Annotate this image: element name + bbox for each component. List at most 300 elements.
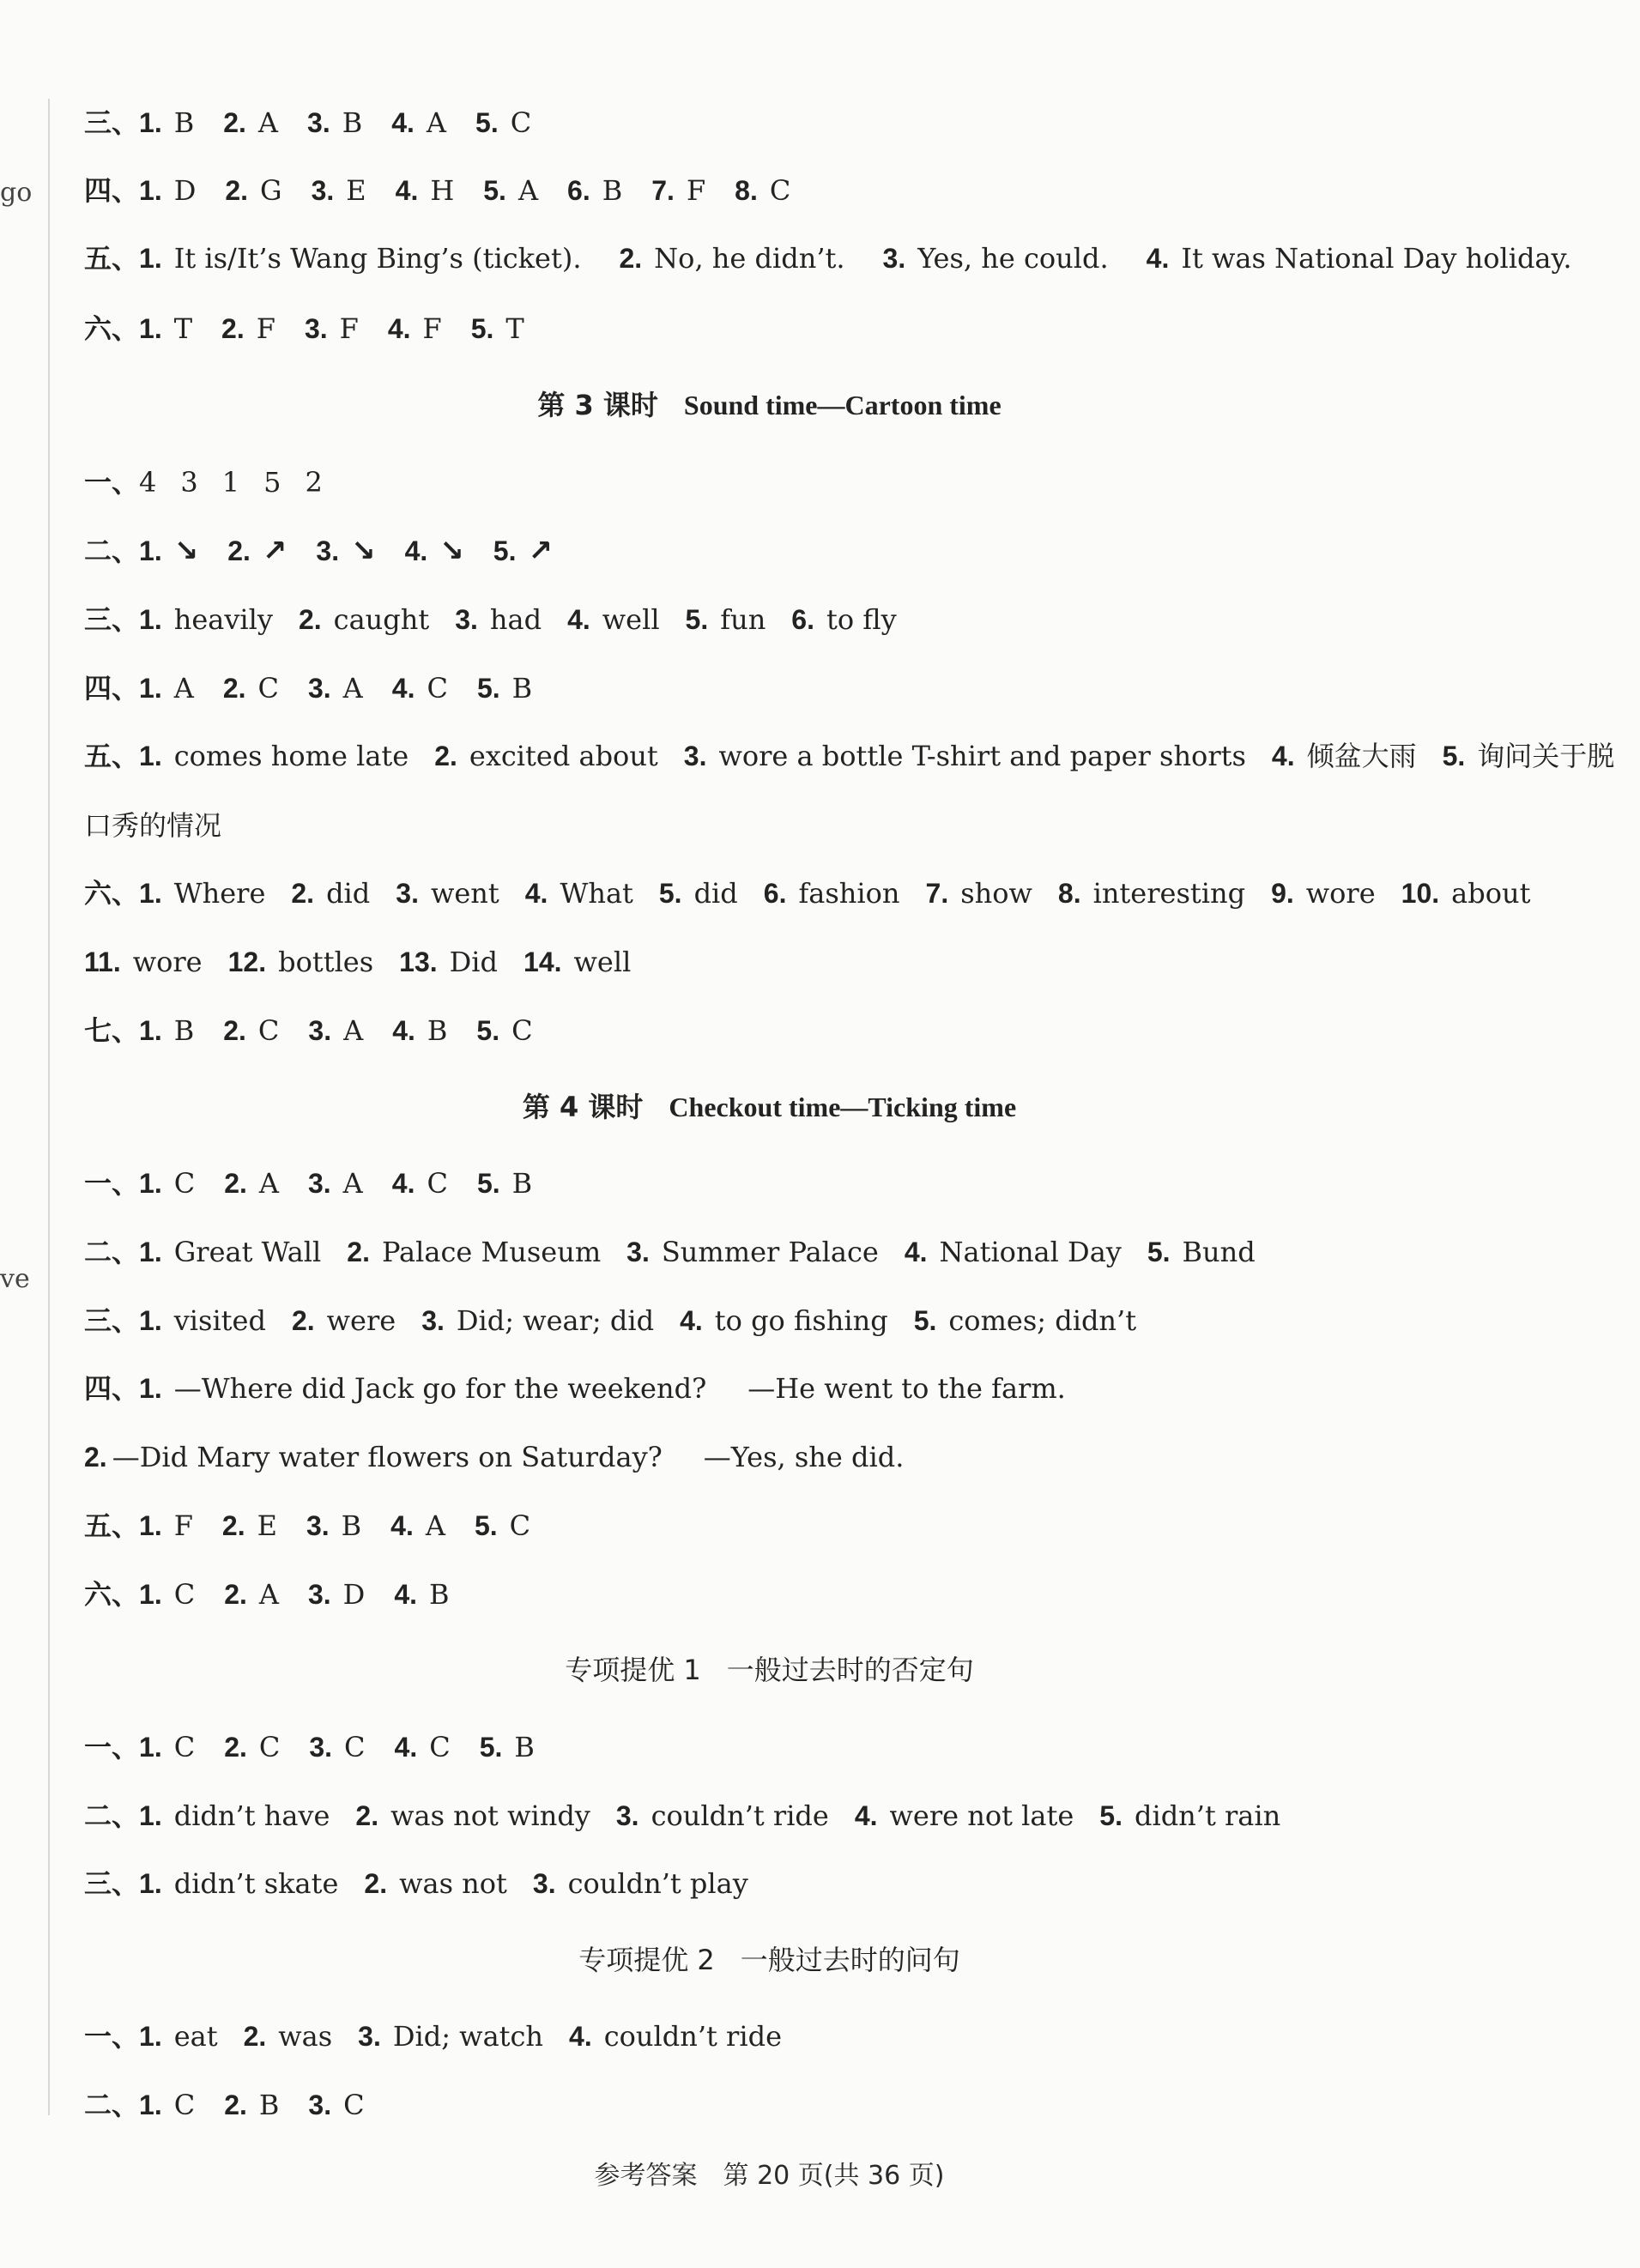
section-label: 一、 [84,1731,140,1763]
answer-item [434,739,658,773]
answer-item [224,1166,279,1201]
item-number: 4. [394,1579,418,1610]
item-number: 1. [139,1732,162,1763]
answer-item [735,173,790,208]
answer-value: 倾盆大雨 [1306,740,1417,772]
item-number: 3. [307,1579,331,1610]
item-number: 2. [227,535,251,566]
item-number: 1. [139,741,162,771]
item-number: 1. [139,1373,162,1404]
answer-value: C [257,672,279,705]
answer-item [480,1730,535,1764]
answer-item [391,106,446,140]
section-label: 一、 [84,1167,140,1200]
item-number: 2. [224,1168,247,1199]
heading-title: 一般过去时的问句 [740,1944,960,1976]
answer-value: Did; wear; did [456,1304,655,1337]
item-number: 3. [309,1732,333,1763]
answer-value: B [258,2089,280,2121]
item-number: 1. [139,313,162,344]
item-number: 3. [311,175,335,206]
item-number: 7. [925,878,949,909]
item-number: 1. [139,1579,162,1610]
item-number: 2. [291,878,315,909]
item-number: 3. [396,878,419,909]
item-number: 2. [291,1305,315,1336]
item-number: 3. [304,313,328,344]
item-number: 5. [470,313,494,344]
item-number: 2. [355,1800,379,1831]
item-number: 10. [1401,878,1440,909]
item-number: 3. [626,1237,650,1267]
answer-value: did [326,877,371,910]
answer-item [396,173,455,208]
section-label: 三、 [84,1867,140,1900]
item-number: 2. [225,175,249,206]
answer-value: heavily [173,603,273,636]
answer-item [244,2019,333,2053]
item-number: 3. [455,604,478,635]
answer-item [308,1013,363,1048]
item-number: 3. [308,1015,332,1046]
answer-value: didn’t rain [1134,1799,1281,1832]
answer-line [84,1303,1522,1338]
section-label: 三、 [84,106,140,139]
sequence-value: 1 [221,466,240,499]
answer-value: C [429,1731,451,1763]
heading-lesson-number: 第 4 课时 [522,1091,644,1123]
item-number: 2. [224,1732,247,1763]
answer-item [139,1303,266,1338]
item-number: 8. [735,175,758,206]
answer-value: Palace Museum [381,1236,602,1268]
answer-value: wore a bottle T-shirt and paper shorts [718,740,1246,772]
answer-line [84,1577,1522,1612]
heading-title: Sound time—Cartoon time [683,390,1002,420]
item-number: 4. [391,673,415,704]
section-label: 五、 [84,1509,140,1542]
answer-item [471,311,524,346]
item-number: 1. [139,2090,162,2120]
answer-value: A [342,1167,363,1200]
answer-item [306,1509,361,1543]
answer-item [221,311,275,346]
item-number: 4. [904,1237,928,1267]
item-number: 5. [493,535,517,566]
answer-item [228,945,374,979]
answer-item [223,671,279,705]
answer-item [680,1303,888,1338]
item-number: 5. [1442,741,1466,771]
edge-fragment-ve: ve [0,1264,30,1294]
answer-value: G [260,174,282,207]
answer-value: B [602,174,623,207]
answer-item [224,2088,279,2122]
item-number: 4. [404,535,428,566]
item-number: 3. [308,2090,332,2120]
answer-value: visited [173,1304,266,1337]
answer-value: fashion [798,877,900,910]
answer-value: didn’t have [173,1799,330,1832]
item-number: 2. [619,243,643,274]
answer-item [139,311,192,346]
answer-item [347,1235,601,1269]
answer-line [84,311,1522,346]
intonation-arrow-icon: ↘ [439,534,464,568]
answer-line [84,241,1572,275]
answer-item [525,876,633,910]
answer-value: bottles [278,946,374,978]
answer-item [222,1509,277,1543]
answer-value: A [257,106,279,139]
answer-value: A [517,174,539,207]
answer-item [139,1799,330,1833]
intonation-arrow-icon: ↘ [173,534,199,568]
answer-item [139,2019,218,2053]
item-number: 5. [479,1732,503,1763]
answer-item [309,1730,365,1764]
item-number: 14. [523,947,562,977]
item-number: 1. [139,1015,162,1046]
answer-value: F [256,312,275,345]
item-number: 4. [395,175,419,206]
answer-item [455,602,542,637]
answer-value: went [430,877,499,910]
dialogue-question: —Where did Jack go for the weekend? [173,1372,707,1405]
answer-item [316,534,375,568]
answer-value: well [602,603,660,636]
answer-item [312,173,366,208]
answer-item [914,1303,1136,1338]
item-number: 4. [394,1732,418,1763]
answer-value: B [427,1014,448,1047]
item-number: 5. [476,1168,500,1199]
answer-value: No, he didn’t. [654,242,845,275]
item-number: 1. [139,1800,162,1831]
answer-line [84,1371,1522,1406]
answer-item [764,876,900,910]
answer-value: National Day [939,1236,1122,1268]
item-number: 3. [683,741,707,771]
answer-item [139,876,265,910]
item-number: 4. [569,2021,592,2052]
page-footer: 参考答案 第 20 页(共 36 页) [594,2161,945,2191]
section-label: 六、 [84,1578,140,1611]
answer-value: fun [720,603,766,636]
answer-value: What [560,877,633,910]
answer-value: B [342,106,363,139]
item-number: 2. [243,2021,267,2052]
answer-value: wore [1305,877,1376,910]
answer-value: Where [173,877,266,910]
lesson-heading [0,388,1539,422]
answer-item [139,602,273,637]
item-number: 1. [139,673,162,704]
answer-value: were [326,1304,396,1337]
answer-item [659,876,738,910]
item-number: 6. [567,175,590,206]
answer-value: E [346,174,366,207]
answer-value: F [686,174,706,207]
dialogue-answer: —He went to the farm. [747,1372,1066,1405]
dialogue-question: —Did Mary water flowers on Saturday? [112,1441,663,1473]
answer-item [1147,241,1572,275]
answer-item [139,1235,321,1269]
answer-value: Did [449,946,499,978]
answer-value: couldn’t ride [651,1799,829,1832]
answer-item [139,534,198,568]
item-number: 1. [139,1868,162,1899]
heading-lesson-number: 第 3 课时 [537,389,658,421]
answer-item [421,1303,654,1338]
item-number: 1. [139,2021,162,2052]
section-label: 二、 [84,535,140,567]
section-label: 三、 [84,1304,140,1337]
answer-line [84,1013,1522,1048]
special-heading [0,1653,1539,1687]
item-number: 4. [854,1800,878,1831]
answer-value: C [769,174,791,207]
section-label: 五、 [84,242,140,275]
section-label: 四、 [84,1372,140,1405]
answer-value: about [1451,877,1531,910]
item-number: 2. [364,1868,388,1899]
answer-value: Bund [1182,1236,1256,1268]
item-number: 4. [567,604,590,635]
answer-item [626,1235,879,1269]
answer-item [307,106,362,140]
item-number: 2. [221,1510,245,1541]
item-number: 1. [139,1237,162,1267]
item-number: 3. [421,1305,445,1336]
answer-value: C [173,1578,196,1611]
answer-value: B [173,1014,195,1047]
answer-line [84,534,1522,568]
answer-value: to go fishing [714,1304,888,1337]
answer-item [1099,1799,1280,1833]
answer-item [139,1866,338,1901]
answer-value: was not windy [390,1799,590,1832]
answer-item [399,945,498,979]
item-number: 5. [913,1305,937,1336]
answer-value: C [427,1167,448,1200]
answer-item [139,1730,195,1764]
item-number: 2. [84,1442,107,1473]
answer-item [139,1509,193,1543]
answer-value: 询问关于脱 [1477,740,1615,772]
item-number: 1. [139,1510,162,1541]
item-number: 1. [139,1168,162,1199]
answer-value: D [342,1578,366,1611]
answer-line [84,106,1522,140]
answer-value: B [511,1167,533,1200]
answer-item [684,739,1246,773]
answer-item [308,1166,363,1201]
answer-value: C [173,2089,196,2121]
answer-value: F [173,1509,193,1542]
answer-value: E [257,1509,277,1542]
intonation-arrow-icon: ↗ [528,534,553,568]
answer-item [686,602,766,637]
answer-item [139,1577,195,1612]
answer-item [1058,876,1245,910]
answer-value: Did; watch [392,2020,544,2053]
item-number: 4. [392,1015,415,1046]
answer-value: couldn’t ride [603,2020,782,2053]
answer-value: Yes, he could. [917,242,1109,275]
answer-value: well [573,946,632,978]
answer-item [308,1577,365,1612]
answer-item [355,1799,590,1833]
answer-line [84,671,1522,705]
answer-item [616,1799,829,1833]
sequence-value: 5 [263,466,281,499]
answer-item [855,1799,1074,1833]
answer-value: It is/It’s Wang Bing’s (ticket). [173,242,582,275]
answer-item [926,876,1032,910]
answer-value: excited about [469,740,658,772]
answer-value: caught [333,603,430,636]
answer-value: didn’t skate [173,1867,339,1900]
answer-value: F [339,312,359,345]
answer-item [392,1013,447,1048]
answer-value: A [426,106,447,139]
answer-item [483,173,538,208]
answer-value: B [341,1509,362,1542]
item-number: 7. [651,175,675,206]
section-label: 四、 [84,672,140,705]
item-number: 4. [390,1510,414,1541]
answer-item [475,1509,530,1543]
answer-item [139,2088,195,2122]
answer-item [139,1166,195,1201]
item-number: 2. [224,2090,247,2120]
answer-value: T [173,312,193,345]
answer-value: was not [399,1867,507,1900]
edge-fragment-go: go [0,178,33,208]
answer-value: Summer Palace [661,1236,879,1268]
item-number: 2. [221,313,245,344]
item-number: 1. [139,107,162,138]
answer-item [905,1235,1122,1269]
item-number: 13. [399,947,438,977]
item-number: 3. [882,243,906,274]
answer-value: Great Wall [173,1236,322,1268]
item-number: 6. [763,878,787,909]
item-number: 3. [307,107,330,138]
answer-line [84,876,1531,910]
heading-topic-number: 专项提优 2 [578,1944,715,1976]
answer-item [395,1730,451,1764]
answer-item [139,739,408,773]
answer-item [477,671,532,705]
item-number: 5. [474,1510,498,1541]
answer-item [493,534,553,568]
answer-item [139,241,581,275]
answer-item [364,1866,506,1901]
answer-line [84,1440,1522,1474]
answer-item [388,311,442,346]
answer-line [84,1866,1522,1901]
item-number: 5. [483,175,506,206]
answer-value: C [258,1731,281,1763]
section-label: 六、 [84,312,140,345]
answer-value: B [514,1731,535,1763]
item-number: 9. [1271,878,1294,909]
heading-topic-number: 专项提优 1 [565,1654,701,1686]
item-number: 5. [685,604,709,635]
answer-item [1147,1235,1256,1269]
section-label: 七、 [84,1014,140,1047]
answer-item [139,671,194,705]
answer-item [392,671,448,705]
answer-line [84,1509,1522,1543]
answer-line [84,945,1522,979]
item-number: 5. [475,107,499,138]
item-number: 4. [391,1168,415,1199]
item-number: 2. [222,673,246,704]
answer-line [84,173,1522,208]
answer-value: were not late [889,1799,1074,1832]
answer-item [223,1013,279,1048]
answer-value: F [422,312,442,345]
answer-value: A [173,672,194,705]
answer-item [308,2088,364,2122]
answer-item [523,945,631,979]
answer-value: C [427,672,448,705]
answer-value: did [693,877,738,910]
answer-value: B [173,106,195,139]
item-number: 5. [476,673,500,704]
item-number: 4. [680,1305,703,1336]
answer-item [1271,876,1376,910]
item-number: 5. [658,878,682,909]
sequence-value: 2 [305,466,323,499]
answer-line [84,739,1615,773]
item-number: 3. [306,1510,330,1541]
item-number: 4. [1271,741,1295,771]
answer-item [224,1577,279,1612]
answer-item [569,2019,782,2053]
answer-item [1272,739,1417,773]
answer-line [84,602,1522,637]
answer-value: C [511,1014,533,1047]
answer-item [308,671,363,705]
section-label: 一、 [84,466,140,499]
answer-line [84,1166,1522,1201]
answer-item [225,173,281,208]
item-number: 1. [139,175,162,206]
answer-item [791,602,896,637]
answer-value: A [258,1167,279,1200]
answer-value: A [342,672,363,705]
answer-value: show [960,877,1032,910]
item-number: 2. [434,741,457,771]
item-number: 1. [139,1305,162,1336]
answer-item [139,173,196,208]
answer-item [477,1166,532,1201]
heading-title: Checkout time—Ticking time [669,1092,1017,1122]
answer-item [305,311,359,346]
item-number: 4. [391,107,415,138]
answer-value: B [429,1578,450,1611]
answer-value: comes home late [173,740,409,772]
item-number: 1. [139,243,162,274]
answer-item [139,106,194,140]
sequence-value: 3 [180,466,198,499]
answer-item [476,1013,532,1048]
sequence-value: 4 [139,466,157,499]
